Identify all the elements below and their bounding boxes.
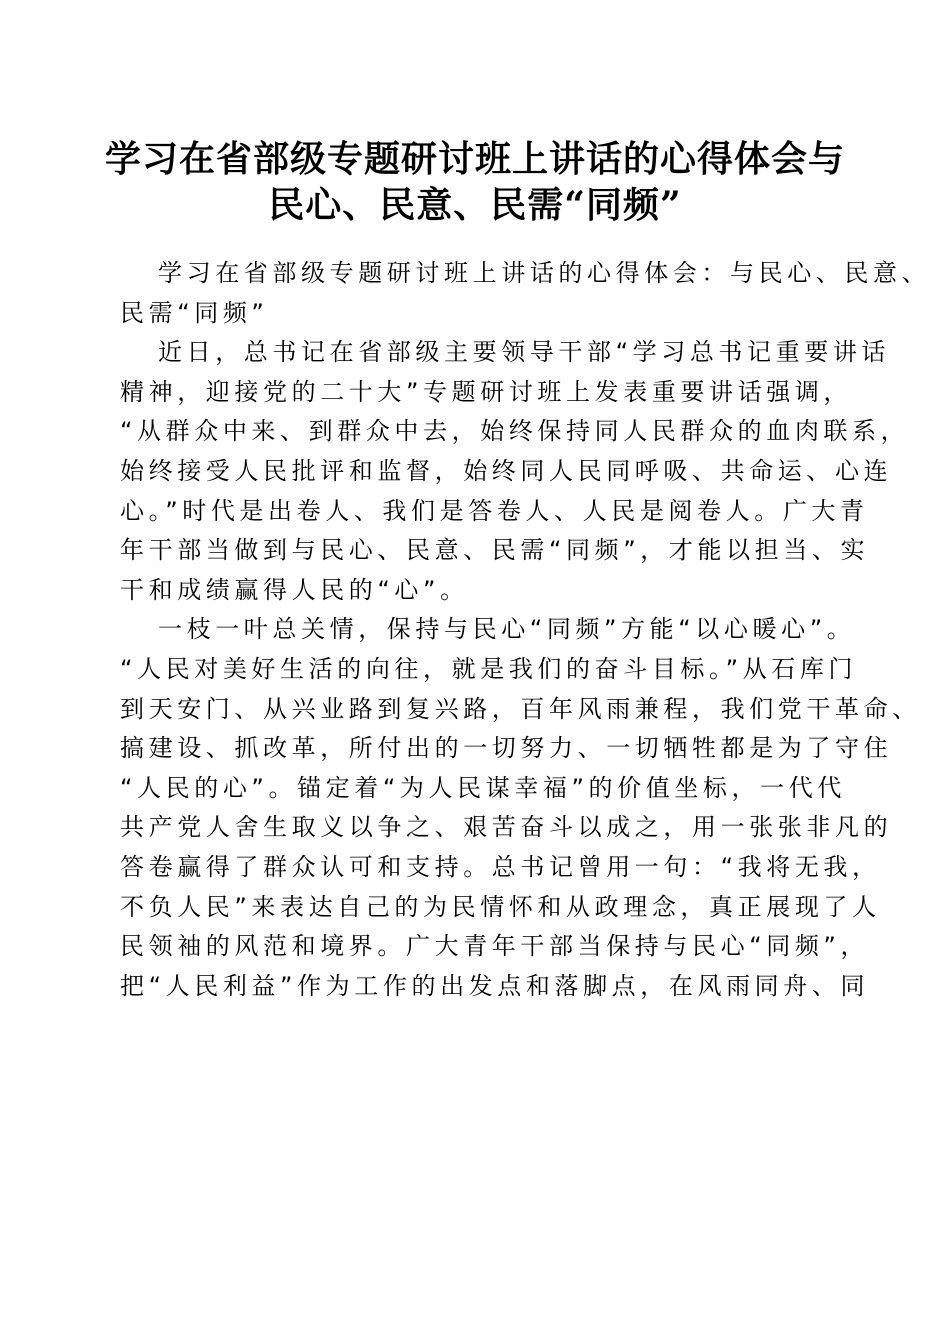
paragraph-line: 近日，总书记在省部级主要领导干部“学习总书记重要讲话 xyxy=(158,338,891,367)
paragraph-line: 始终接受人民批评和监督，始终同人民同呼吸、共命运、心连 xyxy=(120,456,893,485)
paragraph-3 xyxy=(120,610,921,1006)
paragraph-line: 民领袖的风范和境界。广大青年干部当保持与民心“同频”， xyxy=(120,932,870,961)
document-title xyxy=(100,136,850,228)
title-line: 学习在省部级专题研讨班上讲话的心得体会与 xyxy=(104,138,845,180)
paragraph-line: 学习在省部级专题研讨班上讲话的心得体会：与民心、民意、 xyxy=(158,259,931,287)
paragraph-line: 年干部当做到与民心、民意、民需“同频”，才能以担当、实 xyxy=(120,536,870,565)
paragraph-line: “从群众中来、到群众中去，始终保持同人民群众的血肉联系， xyxy=(120,417,910,446)
paragraph-line: 到天安门、从兴业路到复兴路，百年风雨兼程，我们党干革命、 xyxy=(120,694,921,723)
paragraph-line: “人民对美好生活的向往，就是我们的奋斗目标。”从石库门 xyxy=(120,654,858,683)
title-line: 民心、民意、民需“同频” xyxy=(268,184,682,226)
paragraph-line: 不负人民”来表达自己的为民情怀和从政理念，真正展现了人 xyxy=(120,892,881,921)
paragraph-line: 精神，迎接党的二十大”专题研讨班上发表重要讲话强调， xyxy=(120,377,853,406)
document-body xyxy=(120,254,931,1006)
paragraph-line: 一枝一叶总关情，保持与民心“同频”方能“以心暖心”。 xyxy=(158,615,856,644)
paragraph-2 xyxy=(120,333,910,610)
paragraph-1 xyxy=(120,254,931,333)
paragraph-line: 民需“同频” xyxy=(120,298,269,327)
paragraph-line: 搞建设、抓改革，所付出的一切努力、一切牺牲都是为了守住 xyxy=(120,734,893,763)
paragraph-line: “人民的心”。锚定着“为人民谋幸福”的价值坐标，一代代 xyxy=(120,773,846,802)
paragraph-line: 共产党人舍生取义以争之、艰苦奋斗以成之，用一张张非凡的 xyxy=(120,813,893,842)
paragraph-line: 把“人民利益”作为工作的出发点和落脚点，在风雨同舟、同 xyxy=(120,971,870,1000)
paragraph-line: 心。”时代是出卷人、我们是答卷人、人民是阅卷人。广大青 xyxy=(120,496,869,525)
paragraph-line: 干和成绩赢得人民的“心”。 xyxy=(120,575,469,604)
paragraph-line: 答卷赢得了群众认可和支持。总书记曾用一句：“我将无我， xyxy=(120,852,881,881)
